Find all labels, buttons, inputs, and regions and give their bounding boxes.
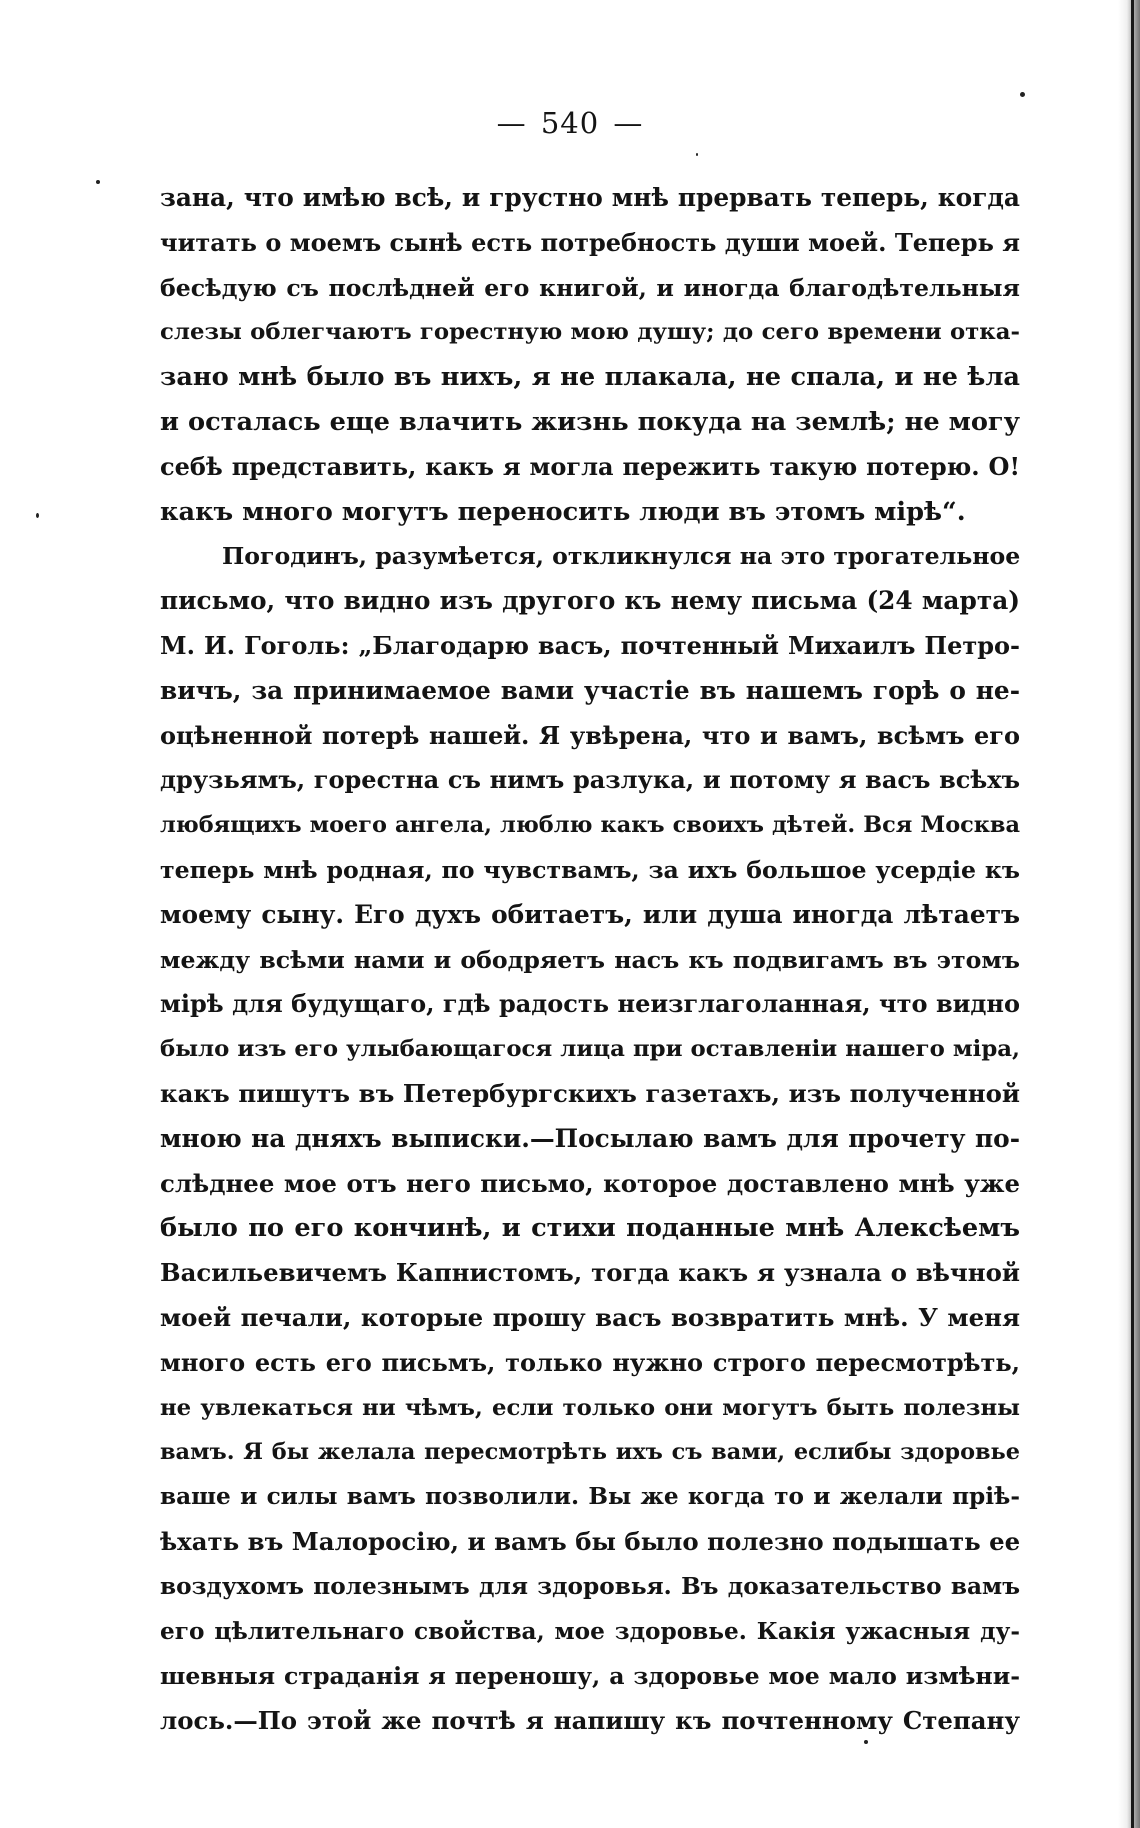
text-line: ѣхать въ Малоросію, и вамъ бы было полезно подышать ее <box>160 1526 1021 1556</box>
text-line: друзьямъ, горестна съ нимъ разлука, и потому я васъ всѣхъ <box>160 765 1020 795</box>
page-number-dash-left: — <box>496 106 527 140</box>
text-line: письмо, что видно изъ другого къ нему письма (24 марта) <box>160 586 1020 616</box>
text-line: его цѣлительнаго свойства, мое здоровье. Какія ужасныя ду- <box>160 1617 1020 1645</box>
text-line: между всѣми нами и ободряетъ насъ къ подвигамъ въ этомъ <box>160 945 1020 974</box>
text-line: слѣднее мое отъ него письмо, которое доставлено мнѣ уже <box>160 1168 1020 1198</box>
page-edge-shadow <box>1118 0 1140 1828</box>
text-line: какъ много могутъ переносить люди въ этомъ мірѣ“. <box>160 496 966 527</box>
text-line: мірѣ для будущаго, гдѣ радость неизглаголанная, что видно <box>160 989 1020 1019</box>
page-number-value: 540 <box>540 106 600 140</box>
text-line: Васильевичемъ Капнистомъ, тогда какъ я узнала о вѣчной <box>160 1258 1020 1288</box>
ink-speck <box>96 180 100 184</box>
text-line: зана, что имѣю всѣ, и грустно мнѣ прервать теперь, когда <box>160 183 1020 212</box>
text-line: лось.—По этой же почтѣ я напишу къ почтенному Степану <box>160 1706 1020 1736</box>
text-line: ваше и силы вамъ позволили. Вы же когда то и желали пріѣ- <box>160 1483 1020 1511</box>
text-line: зано мнѣ было въ нихъ, я не плакала, не спала, и не ѣла <box>160 362 1020 393</box>
text-line: М. И. Гоголь: „Благодарю васъ, почтенный Михаилъ Петро- <box>160 630 1020 660</box>
page-number-dash-right: — <box>613 106 644 140</box>
ink-speck <box>696 153 698 156</box>
text-line: оцѣненной потерѣ нашей. Я увѣрена, что и вамъ, всѣмъ его <box>160 720 1020 750</box>
ink-speck <box>1020 92 1025 97</box>
body-text <box>160 176 1020 1744</box>
text-line: и осталась еще влачить жизнь покуда на землѣ; не могу <box>160 406 1020 437</box>
text-line: слезы облегчаютъ горестную мою душу; до сего времени отка- <box>160 319 1020 346</box>
text-line: было изъ его улыбающагося лица при оставленіи нашего міра, <box>160 1036 1020 1063</box>
text-line: любящихъ моего ангела, люблю какъ своихъ дѣтей. Вся Москва <box>160 812 1020 839</box>
text-line: теперь мнѣ родная, по чувствамъ, за ихъ большое усердіе къ <box>160 855 1020 884</box>
text-line: себѣ представить, какъ я могла пережить такую потерю. О! <box>160 451 1020 481</box>
page-number <box>0 106 1140 140</box>
text-line: мною на дняхъ выписки.—Посылаю вамъ для прочету по- <box>160 1123 1020 1153</box>
page-edge-line <box>1131 0 1134 1828</box>
text-line: много есть его письмъ, только нужно строго пересмотрѣть, <box>160 1347 1020 1377</box>
text-line: читать о моемъ сынѣ есть потребность души моей. Теперь я <box>160 227 1020 257</box>
text-line: вамъ. Я бы желала пересмотрѣть ихъ съ вами, еслибы здоровье <box>160 1439 1020 1466</box>
text-line: воздухомъ полезнымъ для здоровья. Въ доказательство вамъ <box>160 1572 1020 1600</box>
text-line: бесѣдую съ послѣдней его книгой, и иногда благодѣтельныя <box>160 273 1020 302</box>
text-line: не увлекаться ни чѣмъ, если только они могутъ быть полезны <box>160 1394 1020 1421</box>
text-line: шевныя страданія я переношу, а здоровье мое мало измѣни- <box>160 1662 1020 1691</box>
text-line: какъ пишутъ въ Петербургскихъ газетахъ, изъ полученной <box>160 1078 1020 1108</box>
text-line: моему сыну. Его духъ обитаетъ, или душа иногда лѣтаетъ <box>160 899 1020 929</box>
ink-speck <box>36 513 39 518</box>
text-line: вичъ, за принимаемое вами участіе въ нашемъ горѣ о не- <box>160 675 1020 705</box>
text-line: Погодинъ, разумѣется, откликнулся на это трогательное <box>222 542 1021 571</box>
text-line: было по его кончинѣ, и стихи поданные мнѣ Алексѣемъ <box>160 1213 1020 1244</box>
text-line: моей печали, которые прошу васъ возвратить мнѣ. У меня <box>160 1302 1020 1332</box>
